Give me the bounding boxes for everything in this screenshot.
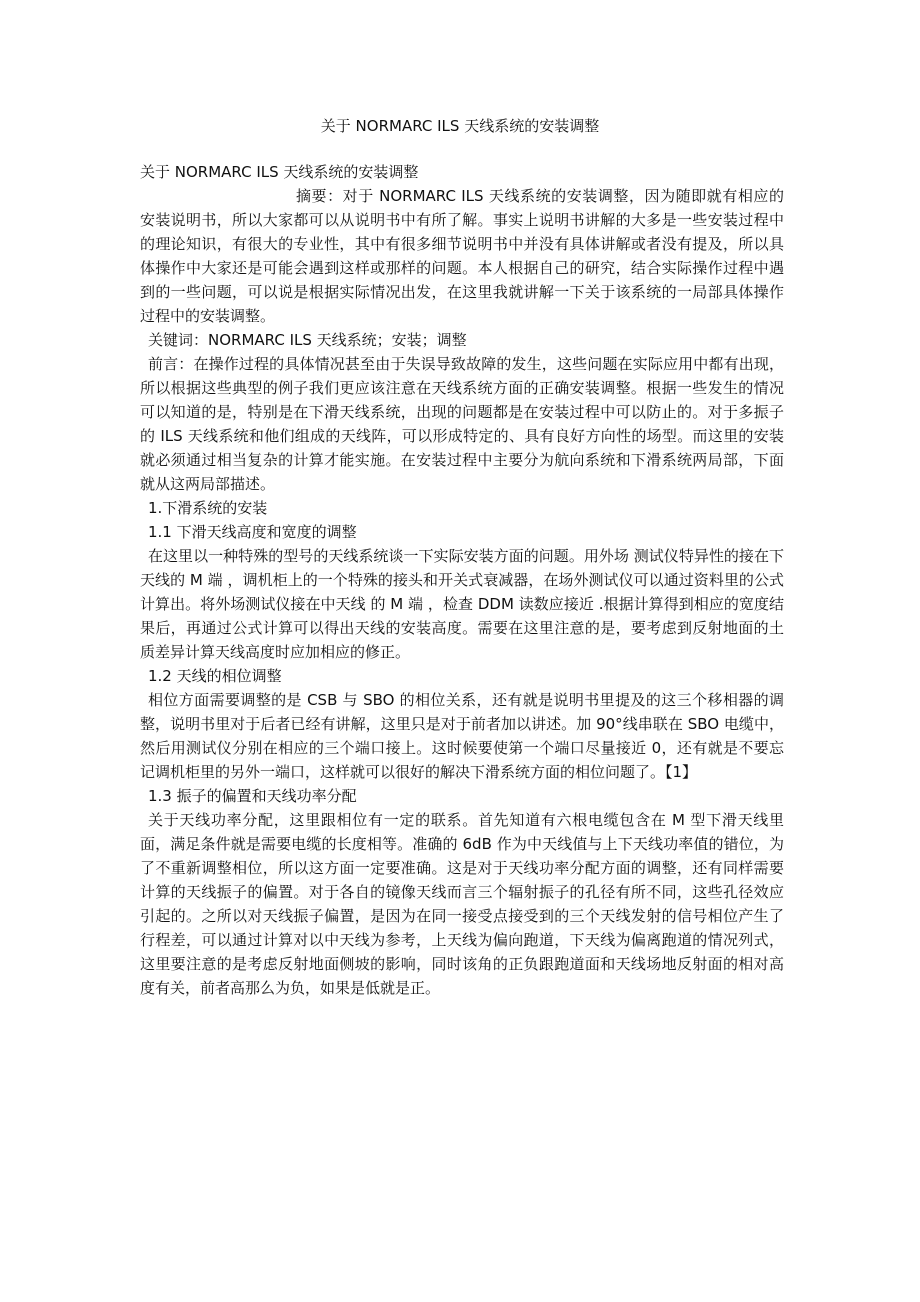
section-1-3-paragraph: 关于天线功率分配，这里跟相位有一定的联系。首先知道有六根电缆包含在 M 型下滑天线里面，满足条件就是需要电缆的长度相等。准确的 6dB 作为中天线值与上下天线功率值的错位，为了不重新调整相位，所以这方面一定要准确。这是对于天线功率分配方面的调整，还有同样需要计算的天线振子的偏置。对于各自的镜像天线而言三个辐射振子的孔径有所不同，这些孔径效应引起的。之所以对天线振子偏置，是因为在同一接受点接受到的三个天线发射的信号相位产生了行程差，可以通过计算对以中天线为参考，上天线为偏向跑道，下天线为偏离跑道的情况列式，这里要注意的是考虑反射地面侧坡的影响，同时该角的正负跟跑道面和天线场地反射面的相对高度有关，前者高那么为负，如果是低就是正。 (140, 811, 784, 997)
preface-paragraph: 前言：在操作过程的具体情况甚至由于失误导致故障的发生，这些问题在实际应用中都有出现，所以根据这些典型的例子我们更应该注意在天线系统方面的正确安装调整。根据一些发生的情况可以知道的是，特别是在下滑天线系统，出现的问题都是在安装过程中可以防止的。对于多振子的 ILS 天线系统和他们组成的天线阵，可以形成特定的、具有良好方向性的场型。而这里的安装就必须通过相当复杂的计算才能实施。在安装过程中主要分为航向系统和下滑系统两局部，下面就从这两局部描述。 (140, 355, 784, 493)
abstract-paragraph: 摘要：对于 NORMARC ILS 天线系统的安装调整，因为随即就有相应的安装说明书，所以大家都可以从说明书中有所了解。事实上说明书讲解的大多是一些安装过程中的理论知识，有很大的专业性，其中有很多细节说明书中并没有具体讲解或者没有提及，所以具体操作中大家还是可能会遇到这样或那样的问题。本人根据自己的研究，结合实际操作过程中遇到的一些问题，可以说是根据实际情况出发，在这里我就讲解一下关于该系统的一局部具体操作过程中的安装调整。 (140, 187, 784, 325)
document-title: 关于 NORMARC ILS 天线系统的安装调整 (320, 117, 600, 135)
section-1-2-paragraph: 相位方面需要调整的是 CSB 与 SBO 的相位关系，还有就是说明书里提及的这三个移相器的调整，说明书里对于后者已经有讲解，这里只是对于前者加以讲述。加 90°线串联在 SBO 电缆中，然后用测试仪分别在相应的三个端口接上。这时候要使第一个端口尽量接近 0，还有就是不要忘记调机柜里的另外一端口，这样就可以很好的解决下滑系统方面的相位问题了。【1】 (140, 691, 784, 781)
section-heading-1-3: 1.3 振子的偏置和天线功率分配 (148, 787, 357, 805)
section-heading-1-1: 1.1 下滑天线高度和宽度的调整 (148, 523, 357, 541)
document-subtitle: 关于 NORMARC ILS 天线系统的安装调整 (140, 163, 419, 181)
section-heading-1: 1.下滑系统的安装 (148, 499, 268, 517)
document-body (140, 160, 784, 1000)
section-1-1-paragraph: 在这里以一种特殊的型号的天线系统谈一下实际安装方面的问题。用外场 测试仪特异性的接在下天线的 M 端 ，调机柜上的一个特殊的接头和开关式衰减器，在场外测试仪可以通过资料里的公式计算出。将外场测试仪接在中天线 的 M 端 ，检查 DDM 读数应接近 .根据计算得到相应的宽度结果后，再通过公式计算可以得出天线的安装高度。需要在这里注意的是，要考虑到反射地面的土质差异计算天线高度时应加相应的修正。 (140, 547, 784, 661)
keywords-line: 关键词：NORMARC ILS 天线系统；安装；调整 (148, 331, 467, 349)
section-heading-1-2: 1.2 天线的相位调整 (148, 667, 282, 685)
